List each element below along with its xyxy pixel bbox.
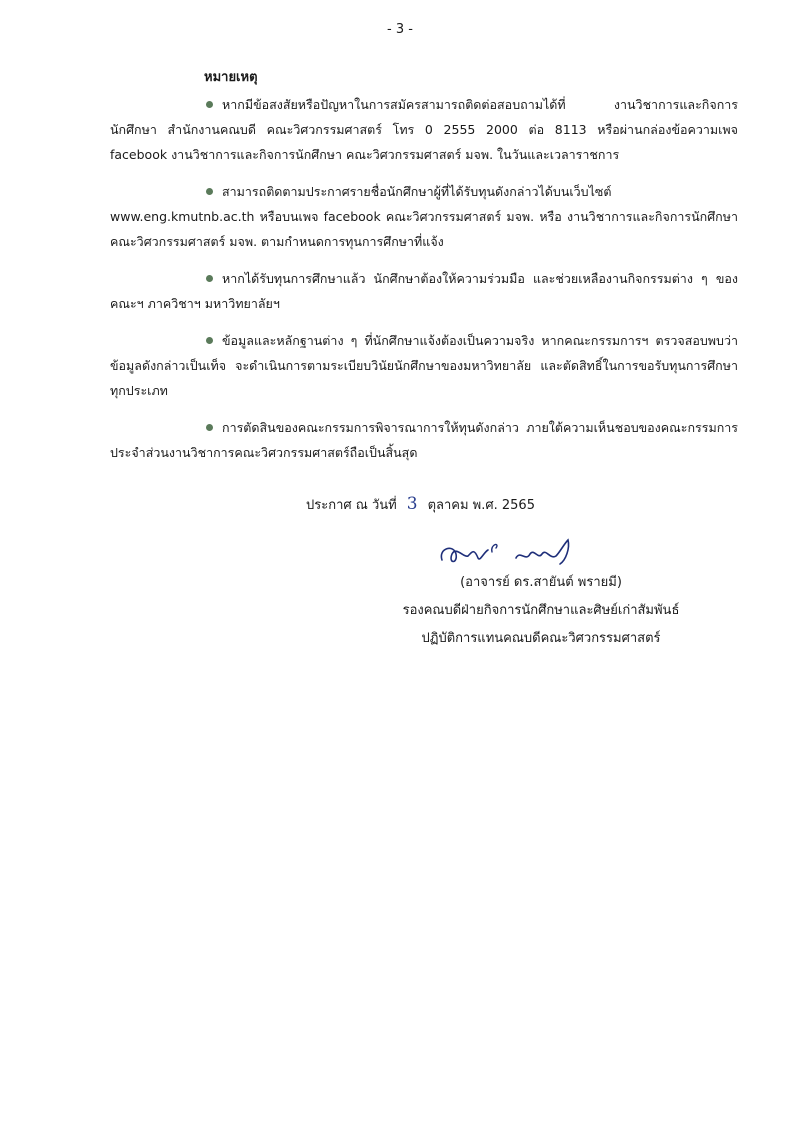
note-text: การตัดสินของคณะกรรมการพิจารณาการให้ทุนดังกล่าว ภายใต้ความเห็นชอบของคณะกรรมการประจำส่วนงานวิชาการคณะวิศวกรรมศาสตร์ถือเป็นสิ้นสุด: [110, 420, 738, 460]
note-text: สามารถติดตามประกาศรายชื่อนักศึกษาผู้ที่ได้รับทุนดังกล่าวได้บนเว็บไซต์ www.eng.kmutnb.ac.th หรือบนเพจ facebook คณะวิศวกรรมศาสตร์ มจพ. หรือ งานวิชาการและกิจการนักศึกษา คณะวิศวกรรมศาสตร์ มจพ. ตามกำหนดการทุนการศึกษาที่แจ้ง: [110, 184, 738, 249]
bullet-icon: [206, 337, 213, 344]
announcement-month-year: ตุลาคม พ.ศ. 2565: [427, 498, 535, 513]
note-text: หากมีข้อสงสัยหรือปัญหาในการสมัครสามารถติดต่อสอบถามได้ที่ งานวิชาการและกิจการนักศึกษา สำนักงานคณบดี คณะวิศวกรรมศาสตร์ โทร 0 2555 2000 ต่อ 8113 หรือผ่านกล่องข้อความเพจ facebook งานวิชาการและกิจการนักศึกษา คณะวิศวกรรมศาสตร์ มจพ. ในวันและเวลาราชการ: [110, 97, 738, 162]
page-number: - 3 -: [387, 22, 413, 37]
note-item-2: [110, 179, 738, 254]
note-item-5: [110, 415, 738, 465]
note-text: ข้อมูลและหลักฐานต่าง ๆ ที่นักศึกษาแจ้งต้องเป็นความจริง หากคณะกรรมการฯ ตรวจสอบพบว่าข้อมูลดังกล่าวเป็นเท็จ จะดำเนินการตามระเบียบวินัยนักศึกษาของมหาวิทยาลัย และตัดสิทธิ์ในการขอรับทุนการศึกษาทุกประเภท: [110, 333, 738, 398]
signer-position: รองคณบดีฝ่ายกิจการนักศึกษาและศิษย์เก่าสัมพันธ์: [402, 603, 680, 618]
bullet-icon: [206, 275, 213, 282]
bullet-icon: [206, 101, 213, 108]
bullet-icon: [206, 424, 213, 431]
signature-image: [430, 534, 590, 574]
note-item-3: [110, 266, 738, 316]
signer-name: (อาจารย์ ดร.สายันต์ พรายมี): [460, 575, 622, 590]
note-item-4: [110, 328, 738, 403]
announcement-date: [306, 494, 535, 515]
announcement-prefix: ประกาศ ณ วันที่: [306, 498, 397, 513]
notes-list: [110, 92, 738, 477]
note-text: หากได้รับทุนการศึกษาแล้ว นักศึกษาต้องให้ความร่วมมือ และช่วยเหลืองานกิจกรรมต่าง ๆ ของคณะฯ ภาควิชาฯ มหาวิทยาลัยฯ: [110, 271, 738, 311]
signer-acting-position: ปฏิบัติการแทนคณบดีคณะวิศวกรรมศาสตร์: [421, 631, 661, 646]
notes-heading: หมายเหตุ: [204, 70, 258, 85]
note-item-1: [110, 92, 738, 167]
announcement-day: 3: [406, 494, 418, 514]
bullet-icon: [206, 188, 213, 195]
